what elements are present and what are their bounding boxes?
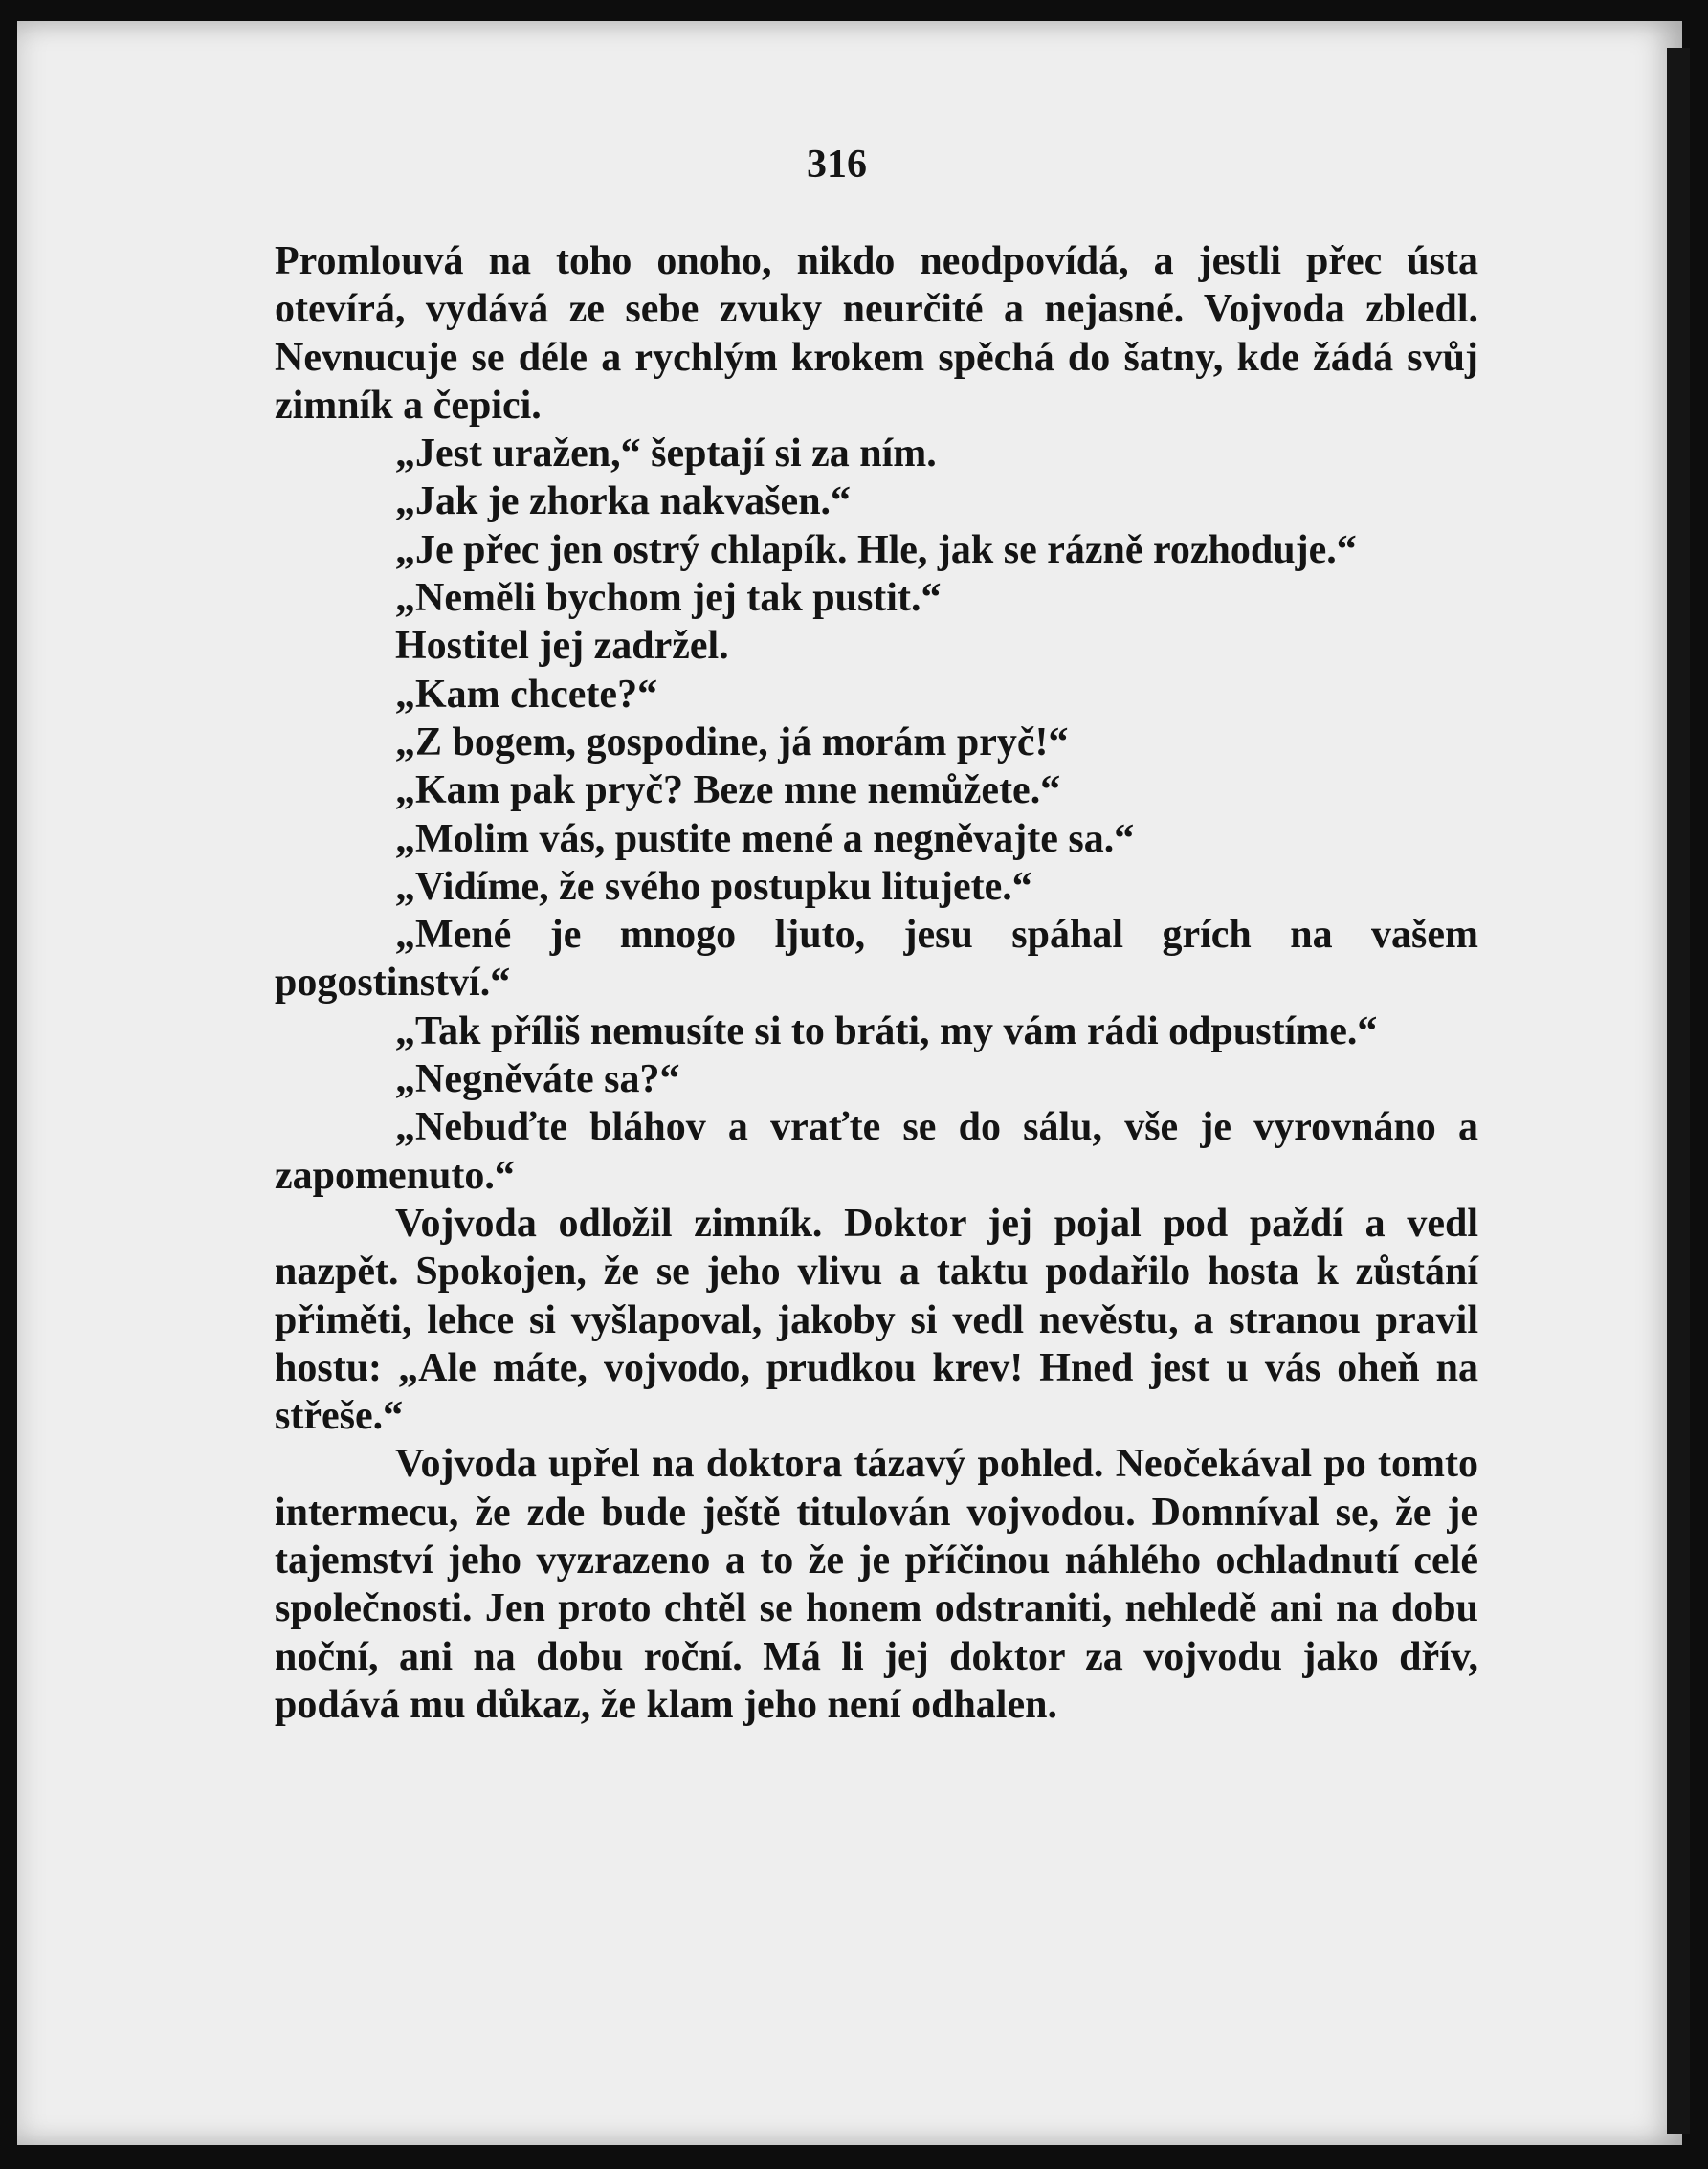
paragraph: „Negněváte sa?“ xyxy=(395,1057,680,1102)
paragraph: Vojvoda upřel na doktora tázavý pohled. Neočekával po tomto intermecu, že zde bude ještě titulován vojvodou. Domníval se, že je tajemství jeho vyzrazeno a to že je příčinou náhlého ochladnutí celé společnosti. Jen proto chtěl se honem odstraniti, nehledě ani na dobu noční, ani na dobu roční. Má li jej doktor za vojvodu jako dřív, podává mu důkaz, že klam jeho není odhalen. xyxy=(275,1442,1478,1727)
paragraph: „Kam pak pryč? Beze mne nemůžete.“ xyxy=(395,768,1061,813)
paragraph: „Mené je mnogo ljuto, jesu spáhal grích na vašem pogostinství.“ xyxy=(275,913,1478,1006)
paragraph: „Vidíme, že svého postupku litujete.“ xyxy=(395,864,1032,909)
paragraph: „Je přec jen ostrý chlapík. Hle, jak se rázně rozhoduje.“ xyxy=(395,527,1357,572)
paragraph: „Nebuďte bláhov a vraťte se do sálu, vše je vyrovnáno a zapomenuto.“ xyxy=(275,1105,1478,1198)
paragraph: „Kam chcete?“ xyxy=(395,672,658,717)
page-number: 316 xyxy=(807,143,867,187)
paragraph: „Tak příliš nemusíte si to bráti, my vám rádi odpustíme.“ xyxy=(395,1008,1378,1053)
paragraph: Hostitel jej zadržel. xyxy=(395,624,729,669)
paragraph: „Jak je zhorka nakvašen.“ xyxy=(395,479,852,524)
page-edge-shadow xyxy=(1667,48,1690,2134)
paragraph: „Z bogem, gospodine, já morám pryč!“ xyxy=(395,719,1069,764)
paragraph: „Molim vás, pustite mené a negněvajte sa.“ xyxy=(395,816,1135,861)
paragraph: Vojvoda odložil zimník. Doktor jej pojal pod paždí a vedl nazpět. Spokojen, že se jeho vlivu a taktu podařilo hosta k zůstání přiměti, lehce si vyšlapoval, jakoby si vedl nevěstu, a stranou pravil hostu: „Ale máte, vojvodo, prudkou krev! Hned jest u vás oheň na střeše.“ xyxy=(275,1201,1478,1439)
paragraph: „Jest uražen,“ šeptají si za ním. xyxy=(395,432,937,476)
body-text xyxy=(275,237,1478,1729)
paragraph: Promlouvá na toho onoho, nikdo neodpovídá, a jestli přec ústa otevírá, vydává ze sebe zvuky neurčité a nejasné. Vojvoda zbledl. Nevnucuje se déle a rychlým krokem spěchá do šatny, kde žádá svůj zimník a čepici. xyxy=(275,239,1478,428)
paragraph: „Neměli bychom jej tak pustit.“ xyxy=(395,576,942,621)
